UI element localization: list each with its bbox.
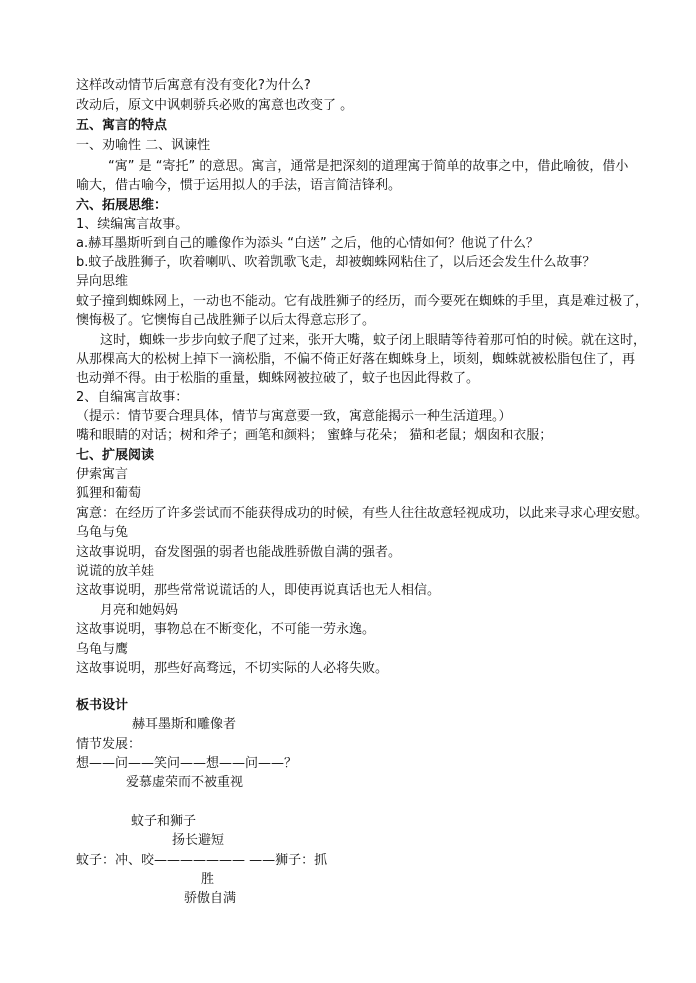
board-title: 蚊子和狮子 (131, 814, 197, 829)
board-note: 骄傲自满 (184, 891, 237, 906)
fable-moral: 这故事说明，事物总在不断变化，不可能一劳永逸。 (76, 622, 376, 637)
question-text: 这样改动情节后寓意有没有变化?为什么? (76, 78, 311, 93)
board-label: 情节发展： (76, 737, 142, 752)
topic-list: 嘴和眼睛的对话；树和斧子；画笔和颜料； 蜜蜂与花朵； 猫和老鼠；烟囱和衣服； (76, 428, 553, 443)
book-title: 伊索寓言 (76, 467, 129, 482)
section-heading-7: 七、扩展阅读 (76, 448, 155, 463)
board-note: 胜 (201, 872, 215, 887)
board-flow: 想——问——笑问——想——问——？ (76, 756, 298, 771)
answer-text: 改动后，原文中讽刺骄兵必败的寓意也改变了 。 (76, 98, 354, 113)
features-list: 一、劝喻性 二、讽谏性 (76, 138, 211, 153)
fable-title: 狐狸和葡萄 (76, 486, 142, 501)
task-item-b: b.蚊子战胜狮子，吹着喇叭、吹着凯歌飞走，却被蜘蛛网粘住了，以后还会发生什么故事？ (76, 255, 596, 270)
fable-title: 乌龟与鹰 (76, 642, 129, 657)
task-heading: 1、续编寓言故事。 (76, 217, 189, 232)
board-note: 爱慕虚荣而不被重视 (126, 775, 244, 790)
board-flow: 蚊子：冲、咬——————— ——狮子：抓 (76, 853, 328, 868)
paragraph-line: 也动弹不得。由于松脂的重量，蜘蛛网被拉破了，蚊子也因此得救了。 (76, 371, 480, 386)
task-heading: 2、自编寓言故事： (76, 390, 189, 405)
paragraph-line: 蚊子撞到蜘蛛网上，一动也不能动。它有战胜狮子的经历，而今要死在蜘蛛的手里，真是难过极了， (76, 294, 649, 309)
paragraph-line: 喻大，借古喻今，惯于运用拟人的手法，语言简洁锋利。 (76, 178, 402, 193)
section-heading-5: 五、寓言的特点 (76, 118, 168, 133)
paragraph-line: 从那棵高大的松树上掉下一滴松脂，不偏不倚正好落在蜘蛛身上，顷刻，蜘蛛就被松脂包住了，再 (76, 352, 636, 367)
section-heading-6: 六、拓展思维： (76, 198, 168, 213)
fable-moral: 这故事说明，那些常常说谎话的人，即使再说真话也无人相信。 (76, 583, 441, 598)
board-note: 扬长避短 (172, 833, 225, 848)
board-title: 赫耳墨斯和雕像者 (132, 717, 237, 732)
task-item-a: a.赫耳墨斯听到自己的雕像作为添头 “白送” 之后，他的心情如何？他说了什么？ (76, 236, 539, 251)
fable-title: 说谎的放羊娃 (76, 564, 155, 579)
subheading: 异向思维 (76, 274, 129, 289)
paragraph-line: “寓” 是 “寄托” 的意思。寓言，通常是把深刻的道理寓于简单的故事之中，借此喻彼，借小 (108, 159, 629, 174)
fable-moral: 这故事说明，那些好高骛远，不切实际的人必将失败。 (76, 661, 389, 676)
paragraph-line: 这时，蜘蛛一步步向蚊子爬了过来，张开大嘴，蚊子闭上眼睛等待着那可怕的时候。就在这时， (100, 333, 647, 348)
fable-title: 月亮和她妈妈 (100, 603, 179, 618)
section-heading-board: 板书设计 (76, 698, 129, 713)
fable-moral: 这故事说明，奋发图强的弱者也能战胜骄傲自满的强者。 (76, 545, 402, 560)
paragraph-line: 懊悔极了。它懊悔自己战胜狮子以后太得意忘形了。 (76, 313, 376, 328)
fable-title: 乌龟与兔 (76, 525, 129, 540)
fable-moral: 寓意：在经历了许多尝试而不能获得成功的时候，有些人往往故意轻视成功，以此来寻求心理安慰。 (76, 506, 649, 521)
hint-text: （提示：情节要合理具体，情节与寓意要一致，寓意能揭示一种生活道理。） (76, 409, 512, 424)
